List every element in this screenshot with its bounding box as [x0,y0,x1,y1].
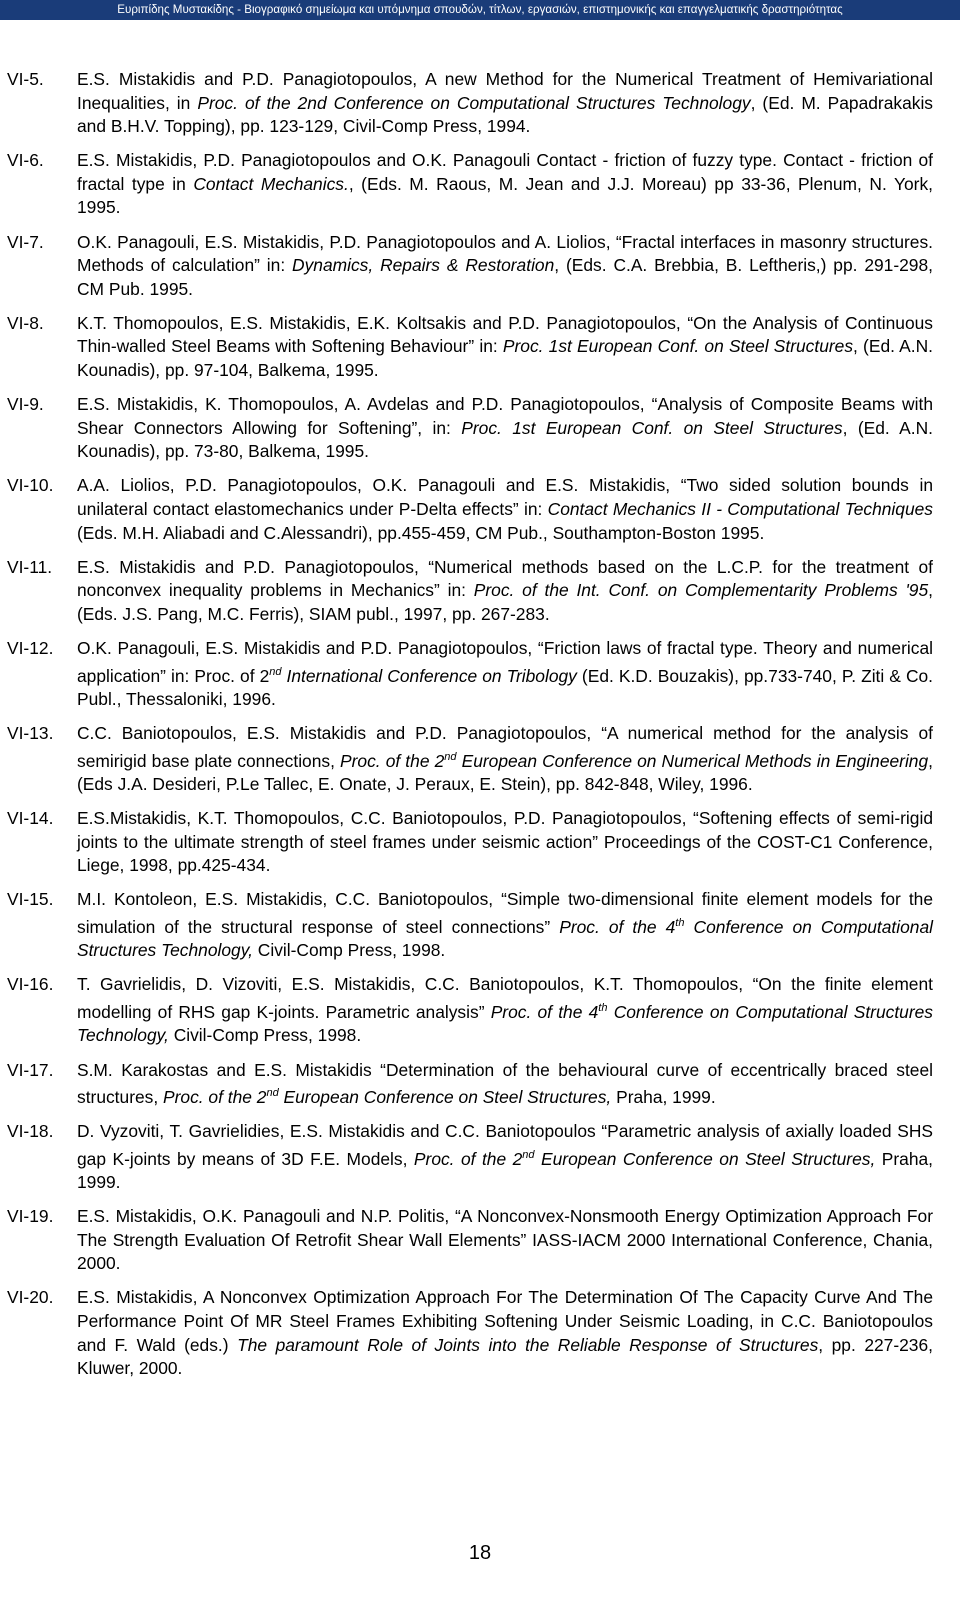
reference-item [7,973,933,1048]
reference-number: VI-11. [7,556,53,577]
reference-segment: Civil-Comp Press, 1998. [252,940,446,961]
reference-segment: T. Gavrielidis, D. Vizoviti, E.S. Mistakidis, C.C. Baniotopoulos, K.T. Thomopoulos, “On the finite element modelling of RHS gap K-joints. Parametric analysis” [77,974,933,1022]
reference-italic-segment: Conference on Computational Structures Technology, [77,1001,933,1046]
reference-italic-segment: nd [266,1087,279,1100]
reference-italic-segment: Proc. of the 4 [559,916,676,937]
reference-item [7,1120,933,1195]
reference-text [77,556,933,627]
reference-text [77,973,933,1048]
reference-text [77,637,933,712]
reference-segment: M.I. Kontoleon, E.S. Mistakidis, C.C. Baniotopoulos, “Simple two-dimensional finite element models for the simulation of the structural response of steel connections” [77,889,933,937]
reference-italic-segment: Proc. of the 2 [340,750,445,771]
reference-text [77,1120,933,1195]
reference-text [77,474,933,545]
reference-segment: K.T. Thomopoulos, E.S. Mistakidis, E.K. Koltsakis and P.D. Panagiotopoulos, “On the Analysis of Continuous Thin-walled Steel Beams with Softening Behaviour” in: [77,312,933,357]
reference-item [7,393,933,464]
reference-number: VI-15. [7,889,54,910]
reference-text [77,312,933,383]
reference-text [77,888,933,963]
reference-number: VI-9. [7,394,44,415]
reference-number: VI-16. [7,974,54,995]
reference-italic-segment: European Conference on Numerical Methods in Engineering [456,750,929,771]
reference-text [77,231,933,302]
reference-number: VI-10. [7,475,54,496]
reference-number: VI-19. [7,1206,54,1227]
reference-item [7,231,933,302]
reference-italic-segment: Proc. of the 2 [413,1148,523,1169]
reference-italic-segment: Contact Mechanics. [193,173,349,194]
reference-text [77,149,933,220]
reference-segment: S.M. Karakostas and E.S. Mistakidis “Determination of the behavioural curve of eccentrically braced steel structures, [77,1059,933,1107]
reference-item [7,807,933,878]
reference-number: VI-6. [7,150,44,171]
reference-italic-segment: Proc. of the Int. Conf. on Complementarity Problems '95 [473,580,929,601]
reference-item [7,474,933,545]
reference-segment: Civil-Comp Press, 1998. [168,1025,362,1046]
reference-text [77,393,933,464]
reference-number: VI-20. [7,1287,54,1308]
reference-item [7,149,933,220]
reference-item [7,637,933,712]
reference-segment: , (Eds. J.S. Pang, M.C. Ferris), SIAM publ., 1997, pp. 267-283. [77,580,933,624]
reference-text [77,807,933,878]
reference-italic-segment: th [675,917,685,929]
reference-italic-segment: Proc. of the 2nd Conference on Computational Structures Technology [197,92,751,113]
reference-segment: O.K. Panagouli, E.S. Mistakidis, P.D. Panagiotopoulos and A. Liolios, “Fractal interfaces in masonry structures. Methods of calculation” in: [77,231,933,276]
reference-italic-segment: Proc. 1st European Conf. on Steel Structures [502,336,854,357]
reference-text [77,1059,933,1110]
reference-segment: , (Ed. A.N. Kounadis), pp. 97-104, Balkema, 1995. [77,336,933,381]
page-header-text: Ευριπίδης Μυστακίδης - Βιογραφικό σημείωμα και υπόμνημα σπουδών, τίτλων, εργασιών, επιστημονικής και επαγγελματικής δραστηριότητας [117,3,843,16]
reference-italic-segment: th [598,1002,608,1015]
reference-segment: , (Eds J.A. Desideri, P.Le Tallec, E. Onate, J. Peraux, E. Stein), pp. 842-848, Wiley, 1996. [77,750,933,795]
reference-italic-segment: Proc. 1st European Conf. on Steel Structures [461,417,843,438]
page-number: 18 [468,1542,492,1564]
reference-number: VI-8. [7,312,44,333]
reference-item [7,556,933,627]
reference-item [7,1059,933,1110]
reference-italic-segment: International Conference on Tribology [281,665,577,686]
reference-italic-segment: Dynamics, Repairs & Restoration [292,255,555,276]
reference-segment: , (Eds. M. Raous, M. Jean and J.J. Moreau) pp 33-36, Plenum, N. York, 1995. [77,173,933,218]
reference-italic-segment: Proc. of the 2 [163,1086,267,1107]
reference-italic-segment: nd [522,1148,535,1161]
reference-segment: Praha, 1999. [77,1148,933,1193]
reference-segment: E.S. Mistakidis and P.D. Panagiotopoulos, “Numerical methods based on the L.C.P. for the treatment of nonconvex inequality problems in Mechanics” in: [77,556,933,601]
reference-number: VI-13. [7,723,54,744]
reference-italic-segment: The paramount Role of Joints into the Reliable Response of Structures [237,1334,819,1355]
reference-segment: E.S. Mistakidis, A Nonconvex Optimization Approach For The Determination Of The Capacity Curve And The Performance Point Of MR Steel Frames Exhibiting Softening Under Seismic Loading, in C.C. Baniotopoulos and F. Wald (eds.) [77,1287,933,1355]
reference-number: VI-7. [7,231,44,252]
reference-text [77,68,933,139]
reference-text [77,1205,933,1276]
reference-italic-segment: nd [444,750,457,763]
reference-segment: , (Ed. M. Papadrakakis and B.H.V. Topping), pp. 123-129, Civil-Comp Press, 1994. [77,92,934,137]
reference-item [7,312,933,383]
reference-item [7,68,933,139]
reference-segment: O.K. Panagouli, E.S. Mistakidis and P.D. Panagiotopoulos, “Friction laws of fractal type. Theory and numerical application” in: Proc. of 2 [77,637,933,686]
reference-italic-segment: Conference on Computational Structures Technology, [77,916,934,961]
reference-number: VI-12. [7,637,54,658]
reference-segment: (Eds. M.H. Aliabadi and C.Alessandri), pp.455-459, CM Pub., Southampton-Boston 1995. [77,522,765,543]
reference-italic-segment: nd [269,665,282,678]
reference-segment: , pp. 227-236, Kluwer, 2000. [77,1334,933,1379]
reference-segment: , (Ed. A.N. Kounadis), pp. 73-80, Balkema, 1995. [77,417,933,462]
reference-number: VI-14. [7,808,54,829]
reference-number: VI-5. [7,69,44,89]
reference-item [7,1286,933,1380]
reference-number: VI-17. [7,1059,54,1080]
reference-segment: , (Eds. C.A. Brebbia, B. Leftheris,) pp. 291-298, CM Pub. 1995. [77,255,933,299]
reference-item [7,1205,933,1276]
reference-segment: E.S. Mistakidis and P.D. Panagiotopoulos, A new Method for the Numerical Treatment of Hemivariational Inequalities, in [77,69,933,113]
reference-segment: (Ed. K.D. Bouzakis), pp.733-740, P. Ziti & Co. Publ., Thessaloniki, 1996. [77,665,934,709]
reference-text [77,1286,933,1380]
reference-segment: C.C. Baniotopoulos, E.S. Mistakidis and P.D. Panagiotopoulos, “A numerical method for the analysis of semirigid base plate connections, [77,723,933,771]
reference-segment: Praha, 1999. [611,1086,716,1107]
reference-italic-segment: European Conference on Steel Structures, [534,1148,876,1169]
reference-segment: D. Vyzoviti, T. Gavrielidies, E.S. Mistakidis and C.C. Baniotopoulos “Parametric analysis of axially loaded SHS gap K-joints by means of 3D F.E. Models, [77,1121,933,1169]
reference-italic-segment: European Conference on Steel Structures, [278,1086,612,1107]
reference-segment: E.S. Mistakidis, O.K. Panagouli and N.P. Politis, “A Nonconvex-Nonsmooth Energy Optimization Approach For The Strength Evaluation Of Retrofit Shear Wall Elements” IASS-IACM 2000 International Conference, Chania, 2000. [77,1206,933,1274]
reference-segment: E.S. Mistakidis, P.D. Panagiotopoulos and O.K. Panagouli Contact - friction of fuzzy type. Contact - friction of fractal type in [77,150,933,194]
reference-number: VI-18. [7,1121,54,1142]
reference-item [7,722,933,797]
reference-segment: E.S. Mistakidis, K. Thomopoulos, A. Avdelas and P.D. Panagiotopoulos, “Analysis of Composite Beams with Shear Connectors Allowing for Softening”, in: [77,394,933,438]
reference-italic-segment: Proc. of the 4 [490,1001,599,1022]
reference-segment: E.S.Mistakidis, K.T. Thomopoulos, C.C. Baniotopoulos, P.D. Panagiotopoulos, “Softening effects of semi-rigid joints to the ultimate strength of steel frames under seismic action” Proceedings of the COST-C1 Conference, Liege, 1998, pp.425-434. [77,808,933,876]
reference-item [7,888,933,963]
reference-segment: A.A. Liolios, P.D. Panagiotopoulos, O.K. Panagouli and E.S. Mistakidis, “Two sided solution bounds in unilateral contact elastomechanics under P-Delta effects” in: [77,475,933,519]
reference-text [77,722,933,797]
reference-italic-segment: Contact Mechanics II - Computational Techniques [547,499,933,519]
reference-list [7,68,933,1391]
